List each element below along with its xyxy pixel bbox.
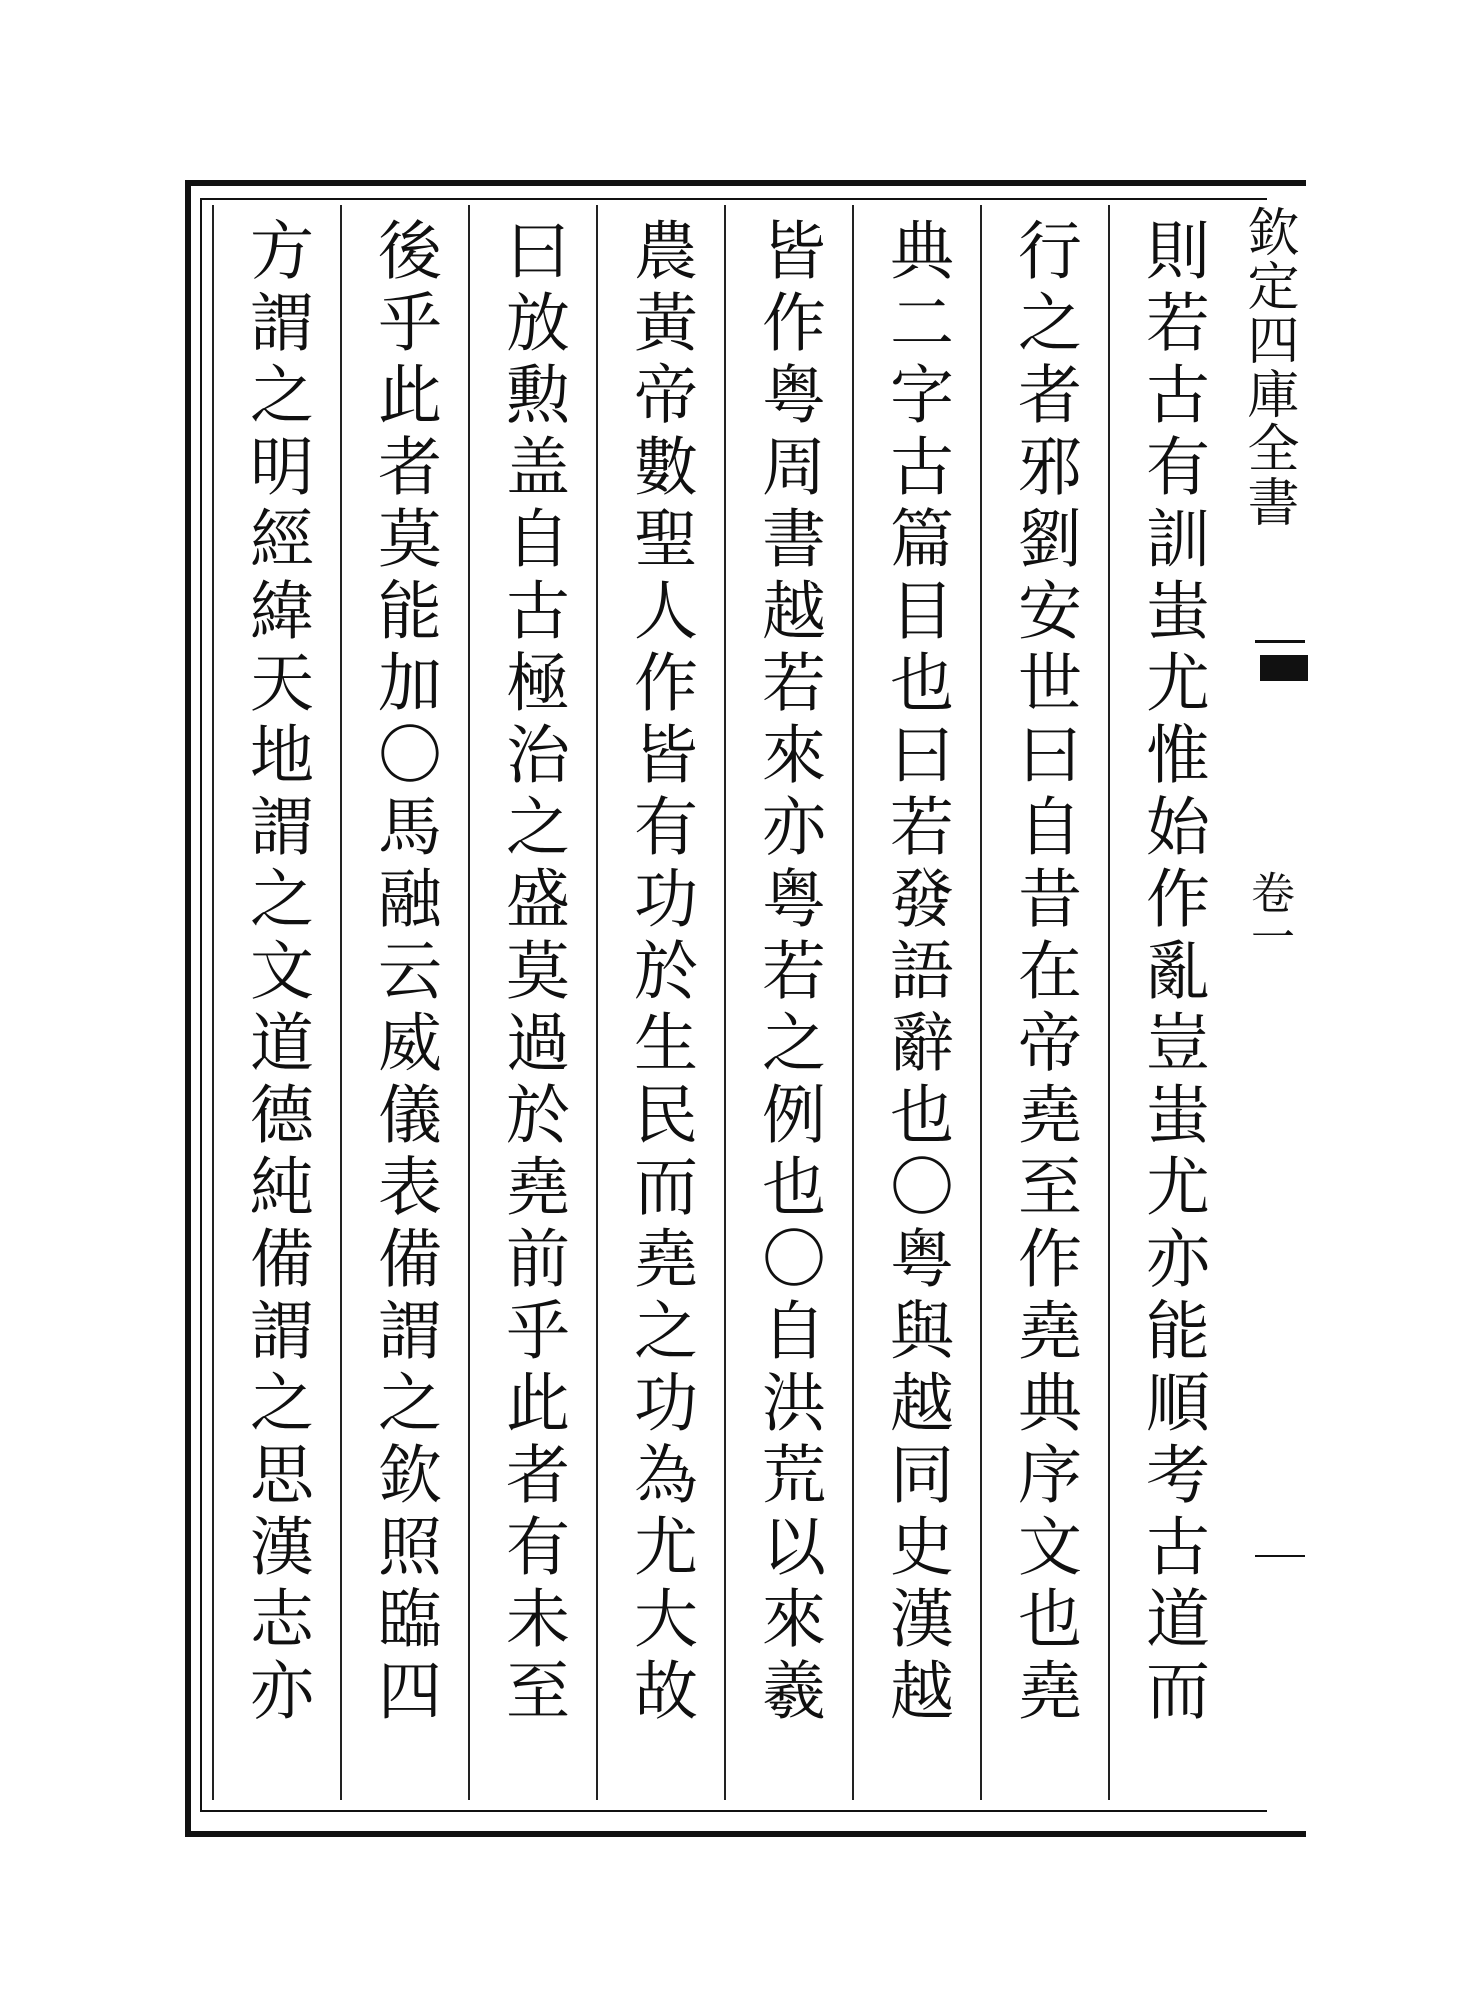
column-text: 皆作粤周書越若來亦粤若之例也〇自洪荒以來羲 <box>751 217 825 1729</box>
margin-title: 欽定四庫全書 <box>1238 205 1298 529</box>
text-column-1 <box>1108 205 1236 1800</box>
column-text: 曰放勲盖自古極治之盛莫過於堯前乎此者有未至 <box>495 217 569 1729</box>
fishtail-mark <box>1260 655 1308 681</box>
margin-volume: 卷一 <box>1243 870 1294 958</box>
column-text: 農黃帝數聖人作皆有功於生民而堯之功為尤大故 <box>623 217 697 1729</box>
column-text: 行之者邪劉安世曰自昔在帝堯至作堯典序文也堯 <box>1007 217 1081 1729</box>
text-column-5 <box>596 205 724 1800</box>
column-text: 方謂之明經緯天地謂之文道德純備謂之思漢志亦 <box>239 217 313 1729</box>
text-column-6 <box>468 205 596 1800</box>
text-column-7 <box>340 205 468 1800</box>
column-text: 則若古有訓蚩尤惟始作亂豈蚩尤亦能順考古道而 <box>1135 217 1209 1729</box>
text-column-3 <box>852 205 980 1800</box>
margin-rule-top <box>1255 640 1305 643</box>
text-column-2 <box>980 205 1108 1800</box>
column-text: 後乎此者莫能加〇馬融云威儀表備謂之欽照臨四 <box>367 217 441 1729</box>
margin-rule-bottom <box>1255 1555 1305 1557</box>
column-text: 典二字古篇目也曰若發語辭也〇粤與越同史漢越 <box>879 217 953 1729</box>
text-column-8 <box>212 205 340 1800</box>
text-column-4 <box>724 205 852 1800</box>
